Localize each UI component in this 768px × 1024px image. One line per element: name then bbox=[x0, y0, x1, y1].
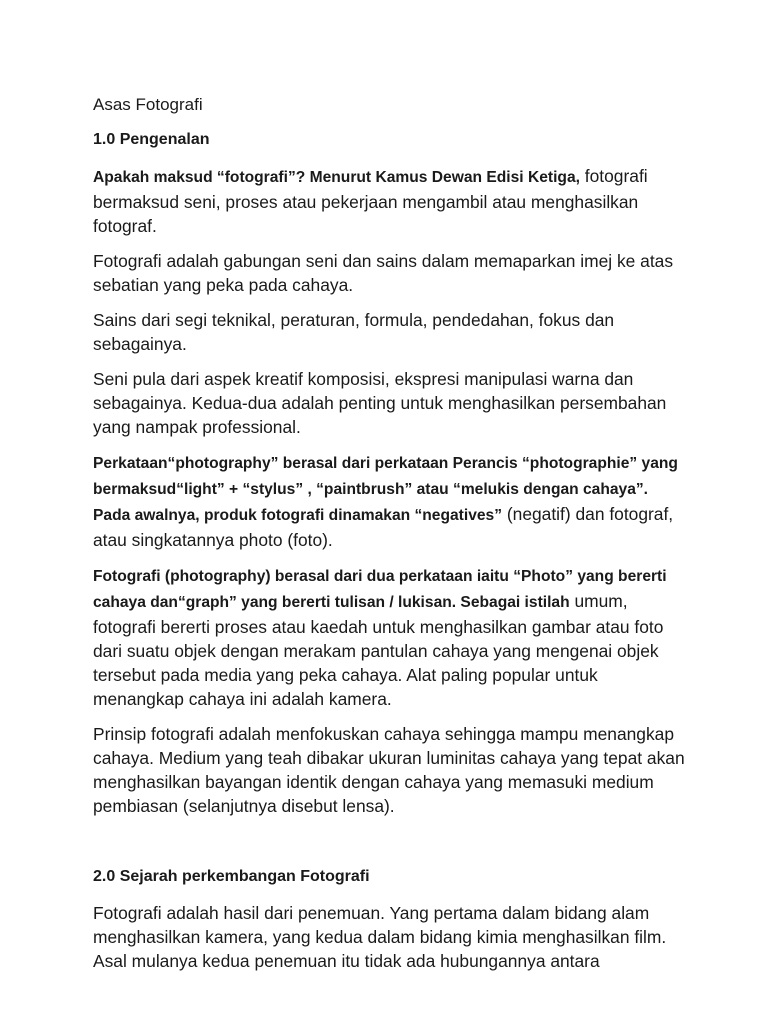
section-heading-sejarah: 2.0 Sejarah perkembangan Fotografi bbox=[93, 868, 370, 885]
paragraph-seni-sains: Fotografi adalah gabungan seni dan sains dalam memaparkan imej ke atas sebatian yang peka pada cahaya. bbox=[93, 251, 674, 295]
paragraph-seni: Seni pula dari aspek kreatif komposisi, ekspresi manipulasi warna dan sebagainya. Kedua-dua adalah penting untuk menghasilkan persembahan yang nampak professional. bbox=[93, 369, 667, 437]
paragraph-photography-origin-text: (negatif) dan fotograf, atau singkatannya photo (foto). bbox=[93, 504, 674, 550]
section-spacer bbox=[93, 829, 688, 865]
section-heading-pengenalan: 1.0 Pengenalan bbox=[93, 131, 210, 148]
paragraph-sejarah: Fotografi adalah hasil dari penemuan. Yang pertama dalam bidang alam menghasilkan kamera, yang kedua dalam bidang kimia menghasilkan film. Asal mulanya kedua penemuan itu tidak ada hubungannya antara bbox=[93, 903, 667, 971]
paragraph-photo-graph bbox=[93, 563, 688, 711]
paragraph-photography-origin-bold: Perkataan“photography” berasal dari perkataan Perancis “photographie” yang bermaksud“light” + “stylus” , “paintbrush” atau “melukis dengan cahaya”. Pada awalnya, produk fotografi dinamakan “negatives” bbox=[93, 455, 678, 524]
paragraph-prinsip: Prinsip fotografi adalah menfokuskan cahaya sehingga mampu menangkap cahaya. Medium yang teah dibakar ukuran luminitas cahaya yang tepat akan menghasilkan bayangan identik dengan cahaya yang memasuki medium pembiasan (selanjutnya disebut lensa). bbox=[93, 724, 685, 816]
document-title: Asas Fotografi bbox=[93, 95, 203, 114]
paragraph-definition-text: fotografi bermaksud seni, proses atau pekerjaan mengambil atau menghasilkan fotograf. bbox=[93, 166, 648, 236]
paragraph-sains: Sains dari segi teknikal, peraturan, formula, pendedahan, fokus dan sebagainya. bbox=[93, 310, 615, 354]
paragraph-photo-graph-bold: Fotografi (photography) berasal dari dua perkataan iaitu “Photo” yang bererti cahaya dan“graph” yang bererti tulisan / lukisan. Sebagai istilah bbox=[93, 568, 667, 611]
paragraph-photo-graph-text: umum, fotografi bererti proses atau kaedah untuk menghasilkan gambar atau foto dari suatu objek dengan merakam pantulan cahaya yang mengenai objek tersebut pada media yang peka cahaya. Alat paling popular untuk menangkap cahaya ini adalah kamera. bbox=[93, 591, 664, 709]
paragraph-definition-bold: Apakah maksud “fotografi”? Menurut Kamus Dewan Edisi Ketiga, bbox=[93, 169, 580, 186]
paragraph-definition bbox=[93, 164, 688, 238]
paragraph-photography-origin bbox=[93, 450, 688, 552]
